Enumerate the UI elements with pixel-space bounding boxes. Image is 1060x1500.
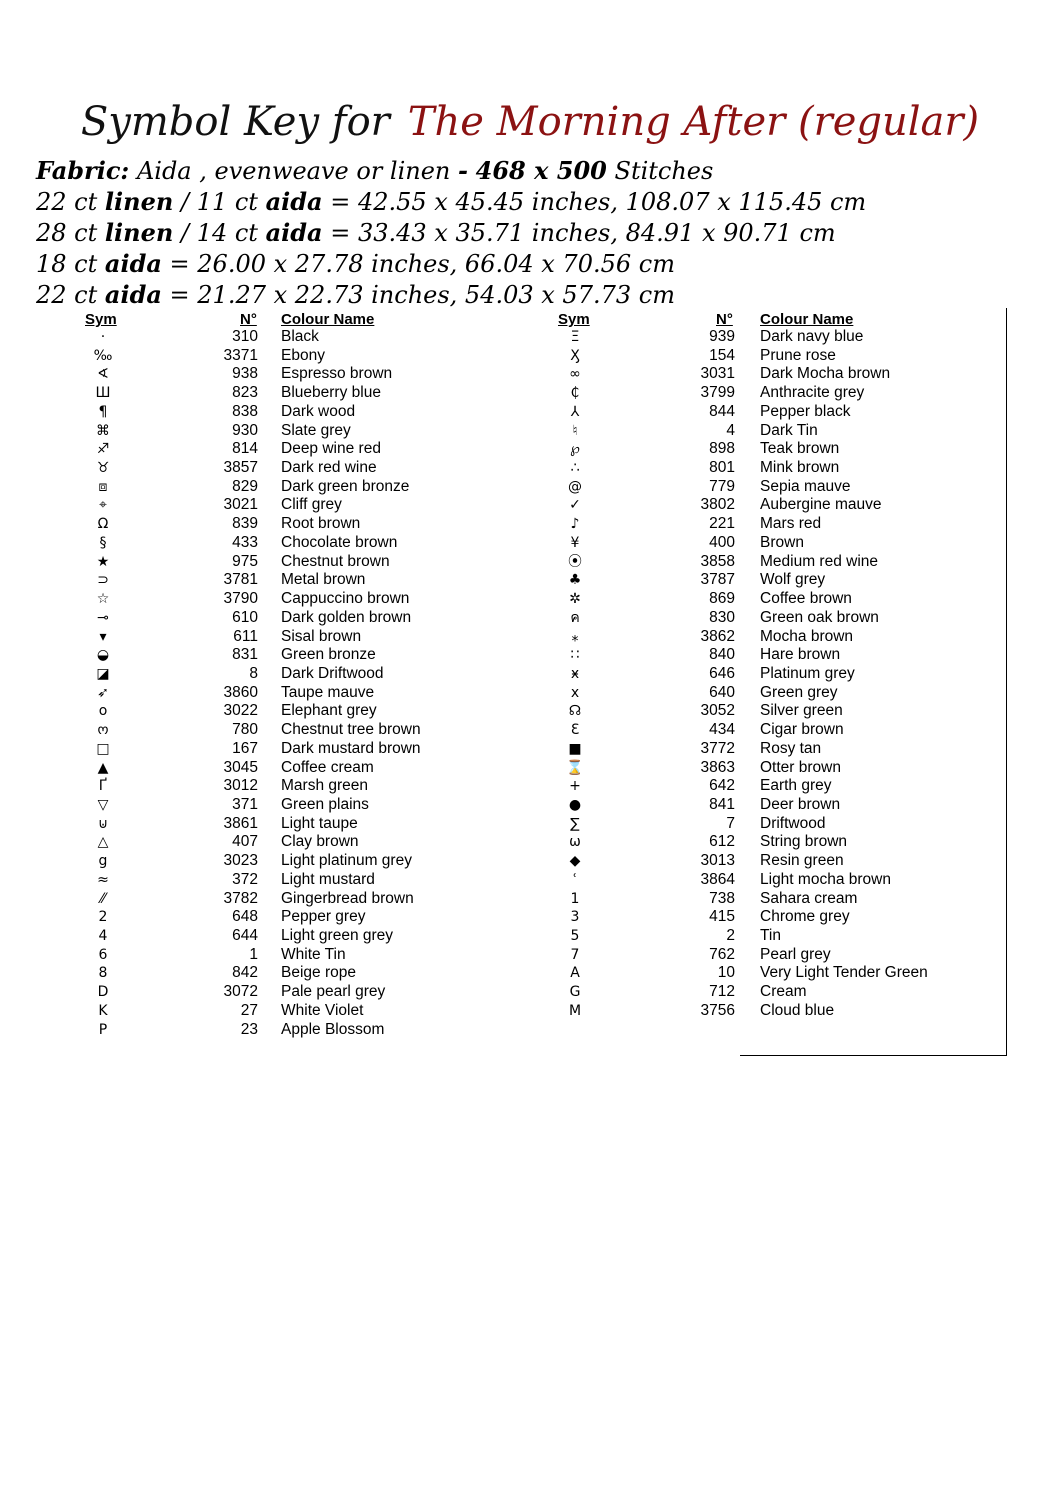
thread-number: 3772	[700, 739, 735, 757]
pattern-name: The Morning After (regular)	[407, 99, 980, 145]
colour-name: Green grey	[760, 683, 838, 701]
thread-number: 830	[709, 608, 735, 626]
colour-name: Light green grey	[281, 927, 394, 944]
thread-number: 3782	[223, 889, 258, 907]
header-name-right: Colour Name	[760, 311, 854, 328]
thread-number: 23	[240, 1020, 258, 1038]
colour-name: White Violet	[281, 1001, 364, 1019]
thread-number: 167	[232, 739, 258, 757]
thread-number: 27	[240, 1001, 258, 1019]
symbol-glyph: P	[98, 1021, 108, 1038]
thread-number: 975	[232, 552, 258, 570]
symbol-glyph: ค	[570, 609, 580, 626]
colour-name: Platinum grey	[760, 664, 855, 682]
symbol-glyph: D	[97, 984, 109, 1001]
table-bottom-rule	[740, 1055, 1007, 1056]
symbol-glyph: ო	[97, 722, 109, 739]
size-dimensions: = 42.55 x 45.45 inches, 108.07 x 115.45 cm	[330, 188, 867, 216]
colour-name: Brown	[760, 533, 804, 551]
symbol-glyph: x	[570, 684, 580, 701]
colour-name: Dark green bronze	[281, 477, 410, 495]
symbol-glyph: ⦿	[568, 553, 582, 570]
thread-number: 841	[709, 795, 735, 813]
thread-number: 3799	[700, 384, 735, 402]
colour-name: Chocolate brown	[281, 533, 398, 551]
thread-number: 3012	[223, 777, 258, 795]
thread-number: 3802	[700, 496, 735, 514]
symbol-glyph: ӿ	[570, 665, 580, 682]
size-material: linen	[104, 187, 174, 216]
fabric-line	[36, 155, 1036, 186]
thread-number: 434	[709, 721, 735, 739]
colour-name: Clay brown	[281, 833, 359, 851]
header-num-left: N°	[240, 311, 257, 328]
colour-name: Green bronze	[281, 646, 376, 664]
symbol-glyph: 2	[98, 909, 108, 926]
symbol-glyph: ⌛	[566, 759, 584, 776]
size-material: aida	[104, 249, 162, 278]
colour-name: Medium red wine	[760, 552, 879, 570]
size-dimensions: = 33.43 x 35.71 inches, 84.91 x 90.71 cm	[330, 219, 836, 247]
thread-number: 762	[709, 945, 735, 963]
colour-name: Silver green	[760, 702, 843, 720]
table-right-rule	[1006, 308, 1007, 1056]
thread-number: 433	[232, 533, 258, 551]
colour-name: Beige rope	[281, 964, 356, 982]
colour-name: Aubergine mauve	[760, 496, 882, 514]
symbol-glyph: ➶	[97, 684, 109, 701]
thread-number: 938	[232, 365, 258, 383]
thread-number: 3022	[223, 702, 258, 720]
colour-name: Sisal brown	[281, 627, 362, 645]
thread-number: 3371	[223, 346, 258, 364]
symbol-glyph: ▲	[97, 759, 109, 776]
colour-name: Cappuccino brown	[281, 590, 410, 608]
symbol-glyph: ▽	[97, 796, 109, 813]
symbol-glyph: Ɛ	[570, 722, 580, 739]
symbol-glyph: ★	[96, 553, 110, 570]
page-title	[0, 92, 1060, 152]
thread-number: 3013	[700, 852, 735, 870]
symbol-glyph: M	[568, 1002, 582, 1019]
colour-name: Dark golden brown	[281, 608, 412, 626]
thread-number: 738	[709, 889, 735, 907]
size-ct: 22 ct	[36, 188, 98, 216]
thread-number: 371	[232, 795, 258, 813]
colour-name: Mocha brown	[760, 627, 854, 645]
symbol-glyph: 1	[570, 890, 580, 907]
thread-number: 3023	[223, 852, 258, 870]
header-sym-right: Sym	[558, 311, 590, 328]
colour-name: Chestnut brown	[281, 552, 390, 570]
thread-number: 7	[726, 814, 735, 832]
header-name-left: Colour Name	[281, 311, 375, 328]
colour-name: Green oak brown	[760, 608, 879, 626]
symbol-glyph: ⌘	[96, 422, 110, 439]
symbol-glyph: ✓	[569, 497, 581, 514]
thread-number: 612	[709, 833, 735, 851]
thread-number: 400	[709, 533, 735, 551]
thread-number: 939	[709, 328, 735, 345]
colour-name: Chestnut tree brown	[281, 721, 421, 739]
symbol-glyph: ⁄⁄	[100, 890, 106, 907]
thread-number: 712	[709, 983, 735, 1001]
colour-name: Wolf grey	[760, 571, 826, 589]
thread-number: 221	[709, 515, 735, 533]
thread-number: 838	[232, 402, 258, 420]
symbol-glyph: ♣	[568, 572, 582, 589]
colour-name: Dark wood	[281, 402, 356, 420]
thread-number: 3860	[223, 683, 258, 701]
symbol-glyph: ■	[568, 740, 582, 757]
thread-number: 611	[233, 627, 258, 645]
thread-number: 898	[709, 440, 735, 458]
fabric-label: Fabric:	[36, 156, 130, 185]
title-prefix: Symbol Key for	[80, 99, 390, 145]
size-material: aida	[104, 280, 162, 309]
colour-name: Otter brown	[760, 758, 841, 776]
size-ct: 22 ct	[36, 281, 98, 309]
symbol-glyph: ♐	[96, 441, 110, 458]
colour-name: Pepper black	[760, 402, 851, 420]
colour-name: Teak brown	[760, 440, 840, 458]
symbol-glyph: g	[98, 853, 108, 870]
size-ct: 18 ct	[36, 250, 98, 278]
thread-number: 801	[709, 459, 735, 477]
colour-name: Gingerbread brown	[281, 889, 414, 907]
symbol-glyph: ⌖	[99, 497, 107, 514]
thread-number: 372	[232, 870, 258, 888]
colour-name: Dark Tin	[760, 421, 818, 439]
colour-name: Root brown	[281, 515, 361, 533]
colour-name: Cloud blue	[760, 1001, 835, 1019]
thread-number: 844	[709, 402, 735, 420]
colour-name: Espresso brown	[281, 365, 393, 383]
fabric-stitches: 468 x 500	[475, 156, 607, 185]
thread-number: 310	[232, 328, 258, 345]
symbol-glyph: ⅄	[570, 403, 580, 420]
symbol-glyph: ʿ	[572, 871, 578, 888]
colour-name: Pearl grey	[760, 945, 831, 963]
symbol-glyph: ⧈	[98, 478, 108, 495]
colour-name: Light mocha brown	[760, 870, 891, 888]
colour-name: Chrome grey	[760, 908, 850, 926]
thread-number: 3072	[223, 983, 258, 1001]
fabric-text: Aida , evenweave or linen	[136, 157, 451, 185]
size-dimensions: = 26.00 x 27.78 inches, 66.04 x 70.56 cm	[169, 250, 675, 278]
symbol-glyph: ·	[100, 329, 106, 345]
thread-number: 644	[232, 927, 258, 944]
symbol-glyph: ∢	[97, 366, 109, 383]
thread-number: 610	[232, 608, 258, 626]
thread-number: 840	[709, 646, 735, 664]
colour-name: Sepia mauve	[760, 477, 851, 495]
symbol-glyph: ¶	[98, 403, 108, 420]
thread-number: 3863	[700, 758, 735, 776]
symbol-glyph: 4	[98, 928, 108, 944]
size-material: linen	[104, 218, 174, 247]
symbol-glyph: ♉	[96, 460, 110, 477]
colour-name: Cream	[760, 983, 807, 1001]
colour-name: Dark Mocha brown	[760, 365, 891, 383]
symbol-glyph: Ґ	[98, 778, 108, 795]
symbol-glyph: ω	[569, 834, 581, 851]
colour-name: White Tin	[281, 945, 346, 963]
thread-number: 8	[249, 664, 258, 682]
thread-number: 839	[232, 515, 258, 533]
symbol-glyph: Ӽ	[570, 347, 580, 364]
thread-number: 3861	[223, 814, 258, 832]
symbol-glyph: ◆	[569, 853, 581, 870]
thread-number: 823	[232, 384, 258, 402]
size-separator: /	[180, 219, 190, 247]
size-line	[36, 217, 1036, 248]
symbol-glyph: ♪	[570, 516, 580, 533]
symbol-glyph: ✲	[569, 591, 581, 608]
symbol-glyph: @	[568, 478, 582, 495]
symbol-glyph: △	[97, 834, 109, 851]
colour-name: Light platinum grey	[281, 852, 412, 870]
thread-number: 1	[249, 945, 258, 963]
symbol-glyph: ∞	[569, 366, 581, 383]
colour-name: Hare brown	[760, 646, 841, 664]
colour-name: Dark Driftwood	[281, 664, 384, 682]
colour-name: Resin green	[760, 852, 844, 870]
size-ct: 14 ct	[196, 219, 258, 247]
symbol-glyph: ☊	[568, 703, 582, 720]
colour-name: Earth grey	[760, 777, 832, 795]
symbol-glyph: K	[98, 1002, 108, 1019]
symbol-glyph: ▾	[99, 628, 107, 645]
symbol-glyph: ⊍	[97, 815, 109, 832]
symbol-glyph: Ξ	[570, 329, 580, 345]
thread-number: 415	[709, 908, 735, 926]
colour-name: Anthracite grey	[760, 384, 865, 402]
colour-name: Ebony	[281, 346, 325, 364]
colour-name: Marsh green	[281, 777, 369, 795]
symbol-glyph: 6	[98, 946, 108, 963]
symbol-glyph: ⊃	[97, 572, 109, 589]
size-line	[36, 186, 1036, 217]
fabric-dash: -	[458, 156, 468, 185]
thread-number: 3790	[223, 590, 258, 608]
fabric-stitches-suffix: Stitches	[614, 157, 714, 185]
size-material: aida	[265, 187, 323, 216]
colour-name: Tin	[760, 927, 781, 944]
colour-name: Sahara cream	[760, 889, 858, 907]
symbol-glyph: 8	[98, 965, 108, 982]
thread-number: 3031	[700, 365, 735, 383]
symbol-glyph: ∷	[570, 647, 580, 664]
size-line	[36, 279, 1036, 310]
colour-name: Rosy tan	[760, 739, 822, 757]
thread-number: 646	[709, 664, 735, 682]
thread-number: 2	[726, 927, 735, 944]
symbol-glyph: ⊸	[97, 609, 109, 626]
symbol-glyph: ☆	[96, 591, 110, 608]
symbol-glyph: G	[569, 984, 581, 1001]
colour-name: Blueberry blue	[281, 384, 381, 402]
colour-name: Deep wine red	[281, 440, 381, 458]
symbol-glyph: □	[96, 740, 110, 757]
size-line	[36, 248, 1036, 279]
thread-number: 814	[232, 440, 258, 458]
thread-number: 3052	[700, 702, 735, 720]
symbol-glyph: ◪	[96, 665, 110, 682]
symbol-glyph: ₵	[570, 385, 580, 402]
size-separator: /	[180, 188, 190, 216]
colour-name: Mink brown	[760, 459, 840, 477]
thread-number: 831	[232, 646, 258, 664]
symbol-glyph: 3	[570, 909, 580, 926]
thread-number: 3021	[223, 496, 258, 514]
symbol-glyph: ◒	[96, 647, 110, 664]
colour-name: Apple Blossom	[281, 1020, 385, 1038]
symbol-glyph: ∴	[570, 460, 580, 477]
symbol-glyph: 7	[570, 946, 580, 963]
colour-name: Mars red	[760, 515, 822, 533]
thread-number: 779	[709, 477, 735, 495]
colour-name: Black	[281, 328, 319, 345]
symbol-glyph: §	[99, 534, 107, 551]
colour-name: Taupe mauve	[281, 683, 375, 701]
size-dimensions: = 21.27 x 22.73 inches, 54.03 x 57.73 cm	[169, 281, 675, 309]
thread-number: 3787	[700, 571, 735, 589]
colour-name: Coffee brown	[760, 590, 852, 608]
thread-number: 780	[232, 721, 258, 739]
colour-name: Dark red wine	[281, 459, 377, 477]
thread-number: 842	[232, 964, 258, 982]
symbol-glyph: Ω	[97, 516, 109, 533]
colour-name: Driftwood	[760, 814, 826, 832]
thread-number: 3858	[700, 552, 735, 570]
symbol-glyph: ∑	[570, 815, 580, 832]
thread-number: 3862	[700, 627, 735, 645]
colour-name: Dark navy blue	[760, 328, 864, 345]
thread-number: 3864	[700, 870, 735, 888]
thread-number: 3857	[223, 459, 258, 477]
symbol-glyph: ‰	[93, 347, 113, 364]
fabric-info	[36, 155, 1036, 310]
size-ct: 11 ct	[196, 188, 258, 216]
symbol-glyph: ♮	[572, 422, 578, 439]
symbol-glyph: ⁎	[571, 628, 579, 645]
thread-number: 154	[709, 346, 735, 364]
thread-number: 869	[709, 590, 735, 608]
colour-name: Dark mustard brown	[281, 739, 421, 757]
thread-number: 648	[232, 908, 258, 926]
thread-number: 829	[232, 477, 258, 495]
symbol-glyph: 5	[570, 928, 580, 944]
symbol-glyph: ¥	[570, 534, 580, 551]
colour-name: Green plains	[281, 795, 369, 813]
colour-name: Coffee cream	[281, 758, 374, 776]
thread-number: 10	[717, 964, 735, 982]
thread-number: 930	[232, 421, 258, 439]
thread-number: 640	[709, 683, 735, 701]
thread-number: 3756	[700, 1001, 735, 1019]
symbol-glyph: ℘	[570, 441, 580, 458]
colour-name: Light mustard	[281, 870, 375, 888]
thread-number: 642	[709, 777, 735, 795]
thread-number: 3045	[223, 758, 258, 776]
size-ct: 28 ct	[36, 219, 98, 247]
colour-name: Light taupe	[281, 814, 358, 832]
colour-name: Pepper grey	[281, 908, 366, 926]
symbol-glyph: +	[569, 778, 581, 795]
colour-name: Pale pearl grey	[281, 983, 386, 1001]
symbol-glyph: Ш	[95, 385, 111, 402]
colour-name: Elephant grey	[281, 702, 377, 720]
thread-number: 4	[726, 421, 735, 439]
thread-number: 3781	[223, 571, 258, 589]
colour-name: Metal brown	[281, 571, 366, 589]
thread-number: 407	[232, 833, 258, 851]
header-sym-left: Sym	[85, 311, 117, 328]
colour-name: Cigar brown	[760, 721, 844, 739]
symbol-glyph: ●	[568, 796, 582, 813]
header-num-right: N°	[716, 311, 733, 328]
colour-name: Very Light Tender Green	[760, 964, 928, 982]
colour-name: Slate grey	[281, 421, 351, 439]
symbol-glyph: ≈	[97, 871, 109, 888]
symbol-glyph: A	[570, 965, 580, 982]
colour-name: Deer brown	[760, 795, 841, 813]
colour-name: Prune rose	[760, 346, 836, 364]
colour-name: String brown	[760, 833, 848, 851]
size-material: aida	[265, 218, 323, 247]
colour-name: Cliff grey	[281, 496, 342, 514]
size-list	[36, 186, 1036, 310]
symbol-glyph: o	[98, 703, 108, 720]
